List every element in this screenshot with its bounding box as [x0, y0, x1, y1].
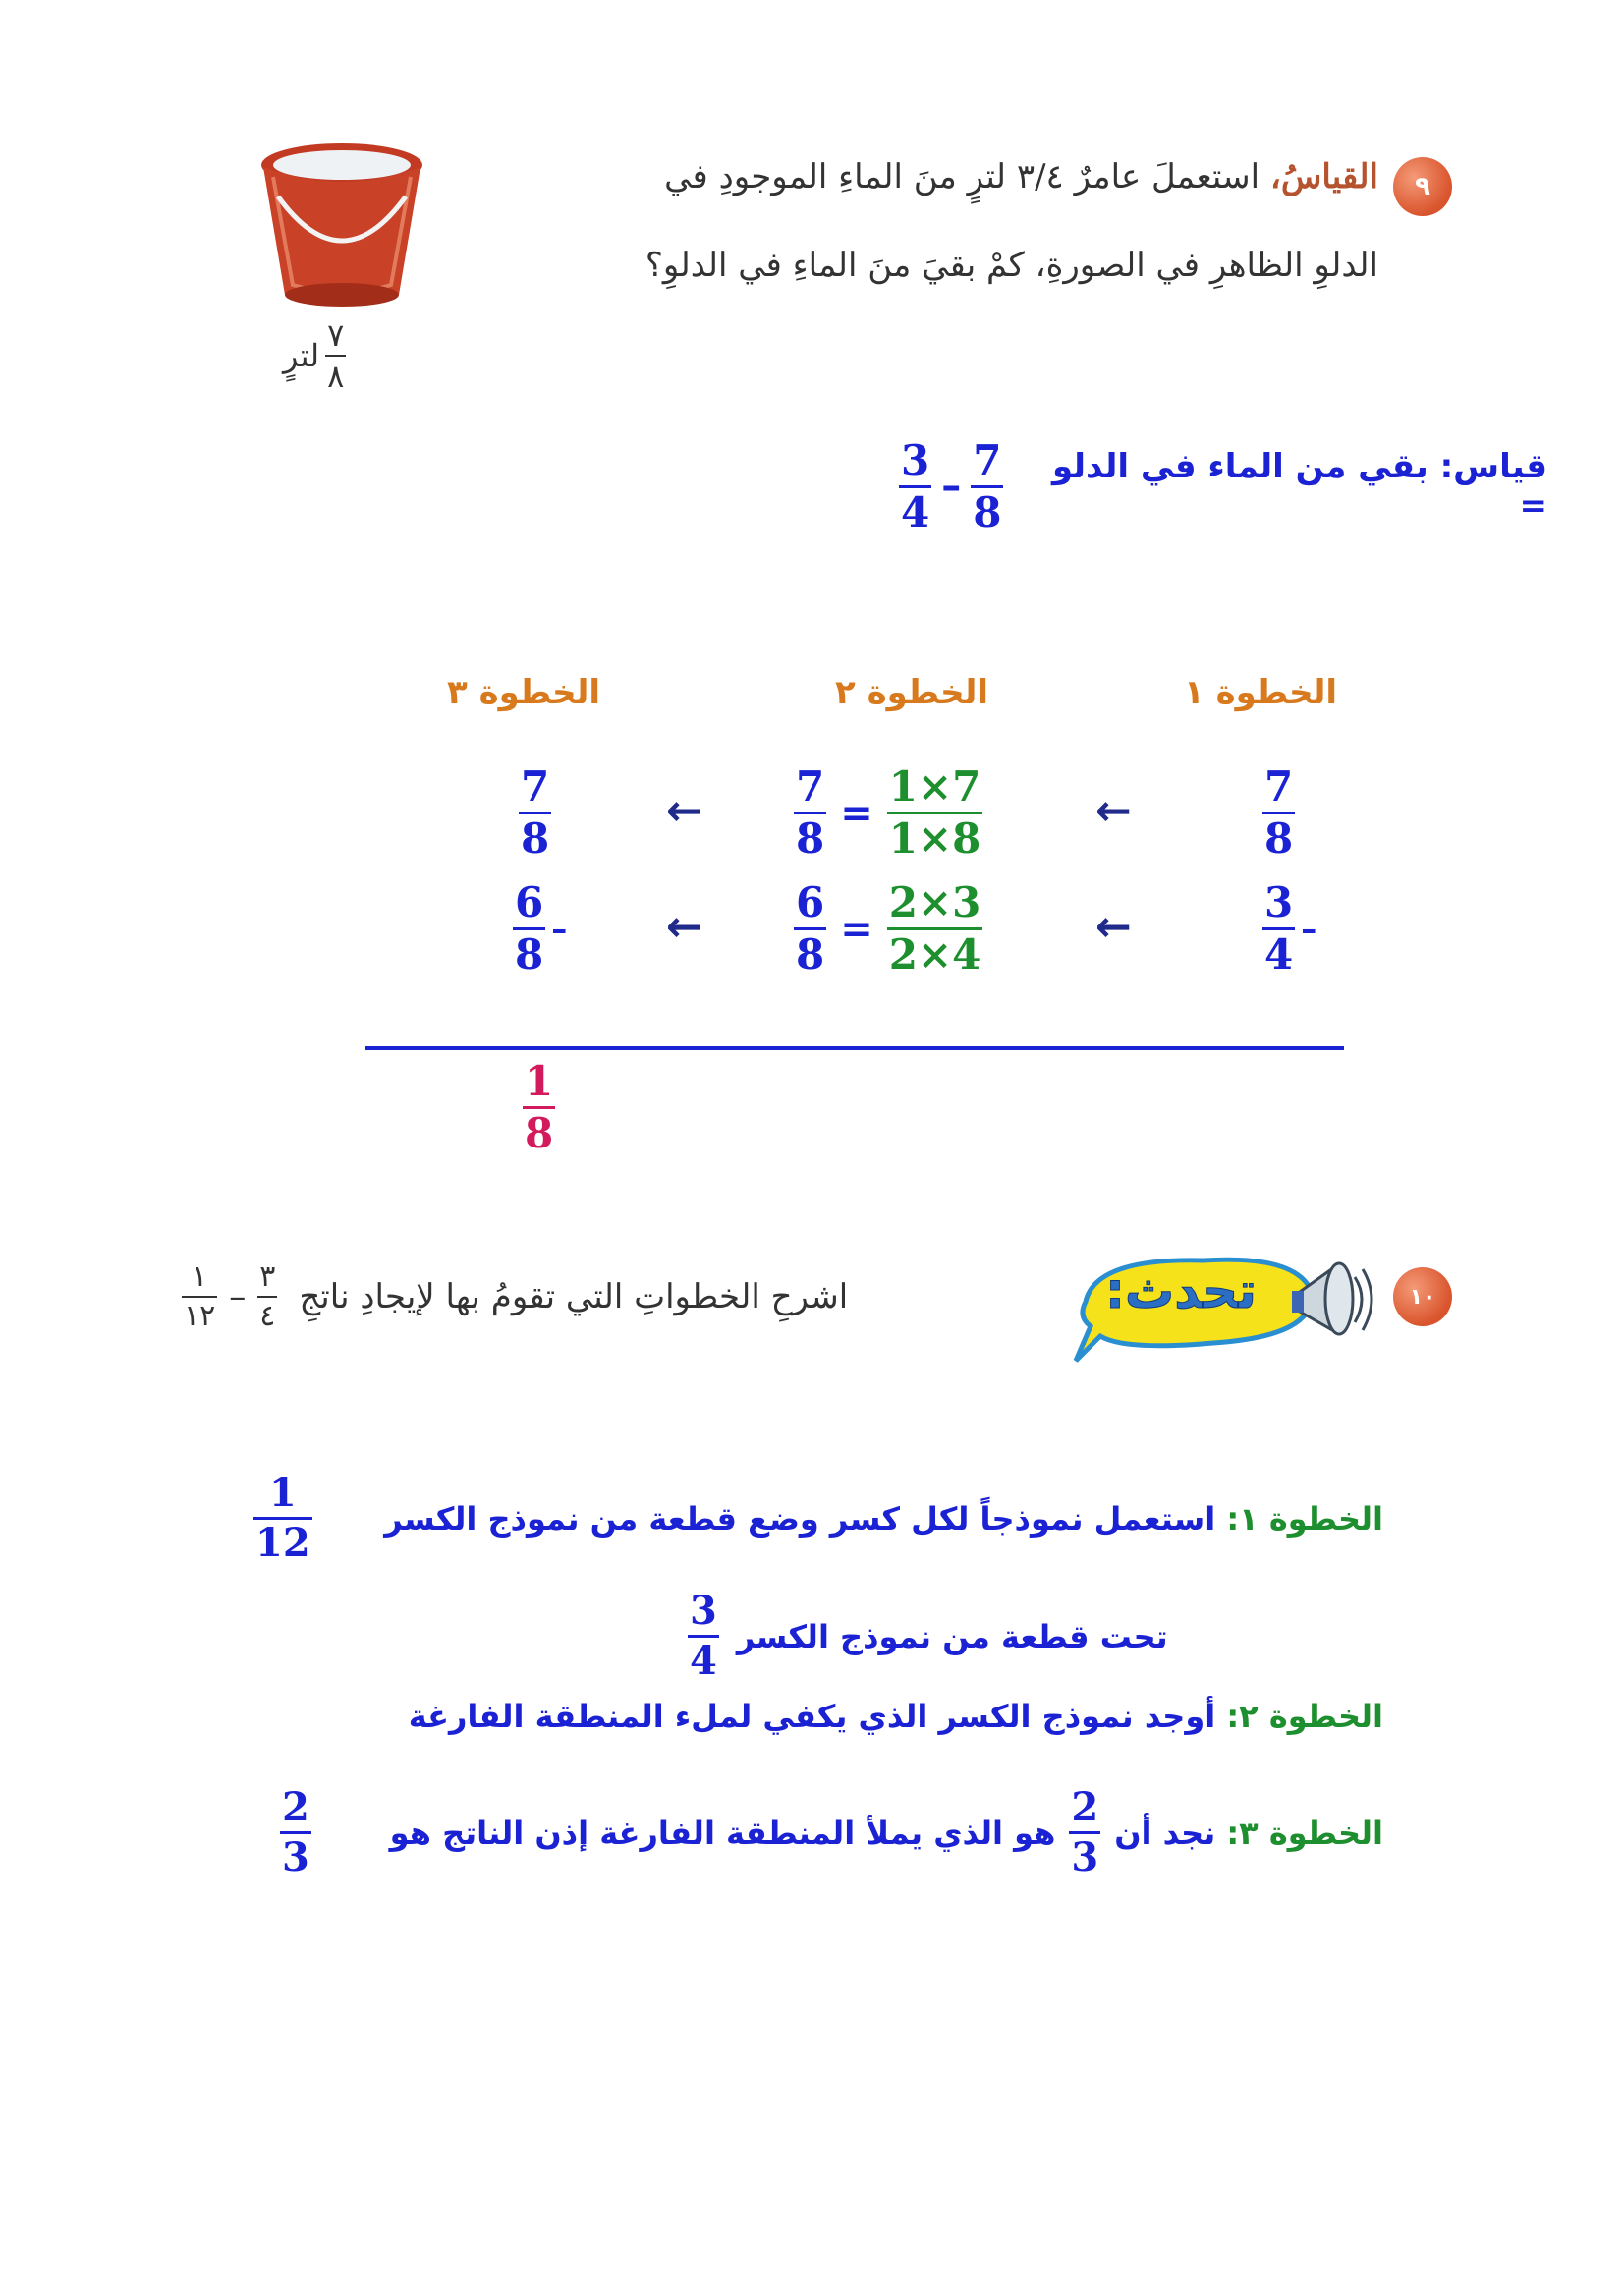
bucket-unit: لترٍ — [283, 337, 320, 374]
megaphone-icon — [1290, 1248, 1378, 1356]
problem-9-answer — [899, 432, 1547, 540]
problem-10-minus: – — [229, 1277, 247, 1316]
step3-minus: – — [551, 910, 568, 948]
step2-row-1 — [794, 762, 982, 863]
explain-step1-text: استعمل نموذجاً لكل كسر وضع قطعة من نموذج الكسر — [384, 1499, 1216, 1538]
arrow-icon: ← — [666, 902, 702, 952]
arrow-icon: ← — [1095, 902, 1132, 952]
answer-label: قياس: بقي من الماء في الدلو = — [1051, 447, 1547, 526]
explain-step2-label: الخطوة ٢: — [1226, 1698, 1383, 1735]
problem-9-line1 — [475, 157, 1378, 196]
answer-fraction-3-4: $\frac{3}{4}$ — [901, 435, 930, 536]
problem-10-frac-3-4: $\frac{٣}{٤}$ — [259, 1259, 276, 1333]
step3-frac-6-8-row — [513, 878, 568, 979]
explain-step3-label: الخطوة ٣: — [1226, 1814, 1383, 1852]
step-header-3: الخطوة ٣ — [447, 673, 601, 712]
problem-10-text: اشرحِ الخطواتِ التي تقومُ بها لإيجادِ ناتجِ — [299, 1277, 849, 1316]
step2-frac-1x7-1x8: $\frac{1\times 7}{1\times 8}$ — [888, 762, 981, 863]
explain-step1-text-2: تحت قطعة من نموذج الكسر — [736, 1617, 1168, 1655]
explain-step3-text-a: نجد أن — [1114, 1814, 1216, 1852]
problem-9-text-2: الدلوِ الظاهرِ في الصورةِ، كمْ بقيَ منَ الماءِ في الدلوِ؟ — [644, 246, 1378, 285]
explain-step3-head — [1114, 1815, 1383, 1852]
step2-equals: = — [840, 790, 873, 836]
bucket-capacity — [283, 316, 346, 395]
explain-step3-frac-2-3: $\frac{2}{3}$ — [1071, 1784, 1099, 1880]
problem-10-frac-1-12: $\frac{١}{١٢}$ — [184, 1259, 216, 1333]
explain-step1-row-2 — [688, 1588, 1168, 1684]
explain-step3-frac-result: $\frac{2}{3}$ — [282, 1784, 309, 1880]
step1-frac-3-4: $\frac{3}{4}$ — [1264, 878, 1294, 979]
step2-frac-2x3-2x4: $\frac{2\times 3}{2\times 4}$ — [888, 878, 981, 979]
answer-minus: – — [941, 464, 962, 509]
explain-step3-line — [389, 1784, 1383, 1880]
bucket-icon — [253, 138, 430, 314]
sum-line — [365, 1046, 1344, 1050]
problem-9-line2 — [475, 246, 1378, 285]
explain-step1-row — [253, 1470, 1383, 1566]
step3-frac-6-8: $\frac{6}{8}$ — [515, 878, 544, 979]
explain-step2-text: أوجد نموذج الكسر الذي يكفي لملء المنطقة الفارغة — [408, 1698, 1216, 1735]
explain-step2-row — [378, 1698, 1383, 1735]
problem-9-text-1: استعملَ عامرٌ ٣/٤ لترٍ منَ الماءِ الموجودِ في — [664, 157, 1260, 196]
answer-fraction-7-8: $\frac{7}{8}$ — [973, 435, 1002, 536]
explain-step3-row — [280, 1784, 1383, 1880]
step1-frac-7-8: 7 8 — [1264, 762, 1294, 863]
speak-badge-label: تحدث: — [1105, 1262, 1257, 1319]
problem-9-number: ٩ — [1393, 157, 1452, 216]
explain-step1-line — [384, 1500, 1383, 1538]
problem-10-number: ١٠ — [1393, 1267, 1452, 1326]
step2-frac-7-8: $\frac{7}{8}$ — [796, 762, 825, 863]
step1-minus: – — [1301, 910, 1317, 948]
arrow-icon: ← — [666, 786, 702, 836]
step-header-2: الخطوة ٢ — [835, 673, 989, 712]
arrow-icon: ← — [1095, 786, 1132, 836]
bucket-fraction: $\frac{٧}{٨}$ — [327, 316, 345, 395]
explain-step1-label: الخطوة ١: — [1226, 1499, 1383, 1538]
step2-row-2 — [794, 878, 982, 979]
explain-step1-frac-3-4: $\frac{3}{4}$ — [690, 1588, 717, 1684]
speak-badge — [1066, 1233, 1380, 1380]
problem-9-label: القياسُ، — [1269, 157, 1378, 196]
problem-10-text-row — [182, 1259, 1061, 1333]
explain-step1-frac-1-12: $\frac{1}{12}$ — [255, 1470, 310, 1566]
step2-equals: = — [840, 906, 873, 952]
step-header-1: الخطوة ١ — [1184, 673, 1338, 712]
explain-step3-text-b: هو الذي يملأ المنطقة الفارغة إذن الناتج هو — [389, 1814, 1056, 1852]
step3-frac-7-8: 7 8 — [521, 762, 550, 863]
step2-frac-6-8: $\frac{6}{8}$ — [796, 878, 825, 979]
result-frac-1-8: 1 8 — [525, 1057, 554, 1157]
step1-frac-3-4-row — [1262, 878, 1317, 979]
